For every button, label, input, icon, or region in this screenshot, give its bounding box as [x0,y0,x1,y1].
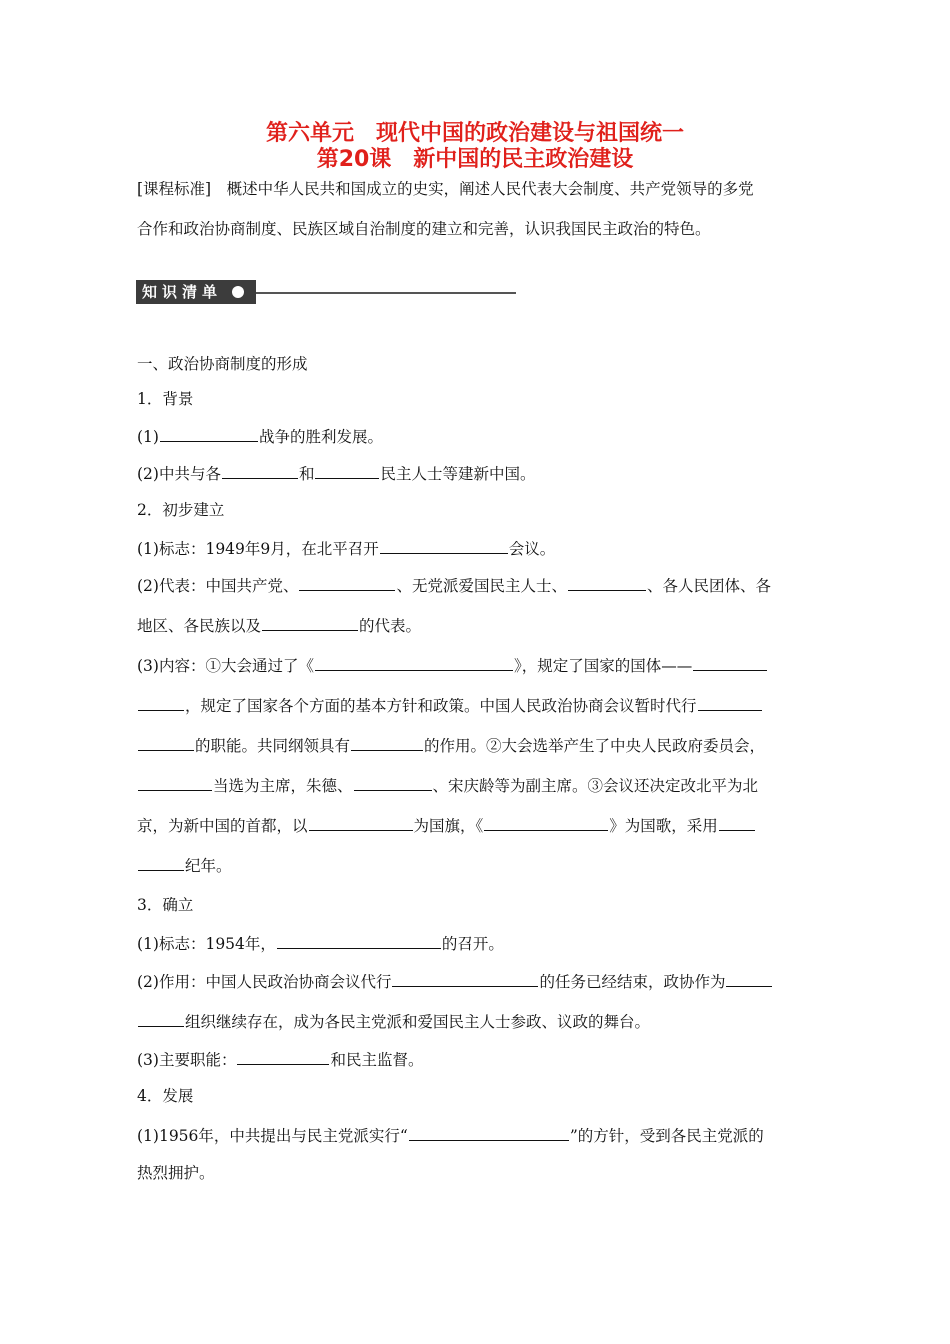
item-text: 战争的胜利发展。 [258,428,383,446]
item-line [137,734,817,757]
section-heading: 一、政治协商制度的形成 [137,355,308,373]
blank[interactable] [693,654,767,671]
item-text: (1)1956年，中共提出与民主党派实行“ [137,1127,408,1145]
item-text: 地区、各民族以及 [137,617,262,635]
blank[interactable] [160,425,258,442]
blank[interactable] [277,932,441,949]
item-text: 》为国歌，采用 [609,817,718,835]
blank[interactable] [222,462,298,479]
item-line [137,1048,817,1071]
unit-title: 第六单元 现代中国的政治建设与祖国统一 [265,121,684,146]
item-text: 和 [298,465,315,483]
item-line [137,425,817,448]
item-text: 、宋庆龄等为副主席。③会议还决定改北平为北 [432,777,759,795]
item-text: 纪年。 [185,857,232,875]
item-line [137,1162,817,1184]
knowledge-list-banner [136,280,256,304]
item-text: 的作用。②大会选举产生了中央人民政府委员会， [424,737,766,755]
blank[interactable] [315,462,379,479]
blank[interactable] [262,614,358,631]
item-text: 的召开。 [441,935,504,953]
item-line [137,654,817,677]
blank[interactable] [409,1124,569,1141]
blank[interactable] [138,1010,184,1027]
blank[interactable] [138,774,212,791]
item-line [137,574,817,597]
item-line [137,462,817,485]
item-line [137,854,817,877]
subsection-title: 1．背景 [137,390,194,408]
item-text: 京，为新中国的首都，以 [137,817,308,835]
item-line [137,694,817,717]
bullet-dot-icon [232,286,244,298]
item-text: ”的方针，受到各民主党派的 [569,1127,764,1145]
item-text: 的职能。共同纲领具有 [195,737,351,755]
blank[interactable] [237,1048,329,1065]
subsection-title: 4．发展 [137,1087,194,1105]
item-text: (2)中共与各 [137,465,221,483]
blank[interactable] [138,734,194,751]
blank[interactable] [484,814,608,831]
banner-label: 知识清单 [142,283,223,301]
blank[interactable] [719,814,755,831]
blank[interactable] [309,814,413,831]
item-line [137,970,817,993]
item-text: (3)主要职能： [137,1051,237,1069]
item-text: 和民主监督。 [330,1051,424,1069]
item-line [137,1124,817,1147]
lesson-title: 第20课 新中国的民主政治建设 [316,147,634,172]
item-line [137,614,817,637]
item-text: (2)代表：中国共产党、 [137,577,299,595]
standard-line-2: 合作和政治协商制度、民族区域自治制度的建立和完善，认识我国民主政治的特色。 [137,220,711,238]
standard-line-1: [课程标准] 概述中华人民共和国成立的史实，阐述人民代表大会制度、共产党领导的多党 [137,180,754,198]
blank[interactable] [392,970,538,987]
item-text: 、无党派爱国民主人士、 [396,577,567,595]
blank[interactable] [138,694,184,711]
item-text: 民主人士等建新中国。 [380,465,536,483]
blank[interactable] [315,654,513,671]
item-text: 热烈拥护。 [137,1164,215,1182]
item-text: 为国旗，《 [413,817,484,835]
item-text: 当选为主席，朱德、 [213,777,353,795]
item-text: ，规定了国家各个方面的基本方针和政策。中国人民政治协商会议暂时代行 [185,697,697,715]
item-line [137,774,817,797]
blank[interactable] [726,970,772,987]
blank[interactable] [351,734,423,751]
subsection-title: 2．初步建立 [137,501,225,519]
item-text: (1)标志：1949年9月，在北平召开 [137,540,379,558]
blank[interactable] [138,854,184,871]
item-text: 的代表。 [359,617,422,635]
item-text: 、各人民团体、各 [646,577,771,595]
item-text: (1)标志：1954年， [137,935,276,953]
item-text: 》，规定了国家的国体—— [513,657,693,675]
item-text: 会议。 [508,540,556,558]
item-line [137,932,817,955]
blank[interactable] [380,537,508,554]
item-line [137,537,817,560]
subsection-title: 3．确立 [137,896,194,914]
banner-divider [256,292,516,294]
blank[interactable] [299,574,395,591]
blank[interactable] [698,694,762,711]
blank[interactable] [568,574,646,591]
item-text: (3)内容：①大会通过了《 [137,657,314,675]
item-line [137,814,817,837]
item-line [137,1010,817,1033]
item-text: 的任务已经结束，政协作为 [539,973,726,991]
item-text: (1) [137,428,159,446]
item-text: (2)作用：中国人民政治协商会议代行 [137,973,392,991]
blank[interactable] [354,774,432,791]
item-text: 组织继续存在，成为各民主党派和爱国民主人士参政、议政的舞台。 [185,1013,651,1031]
